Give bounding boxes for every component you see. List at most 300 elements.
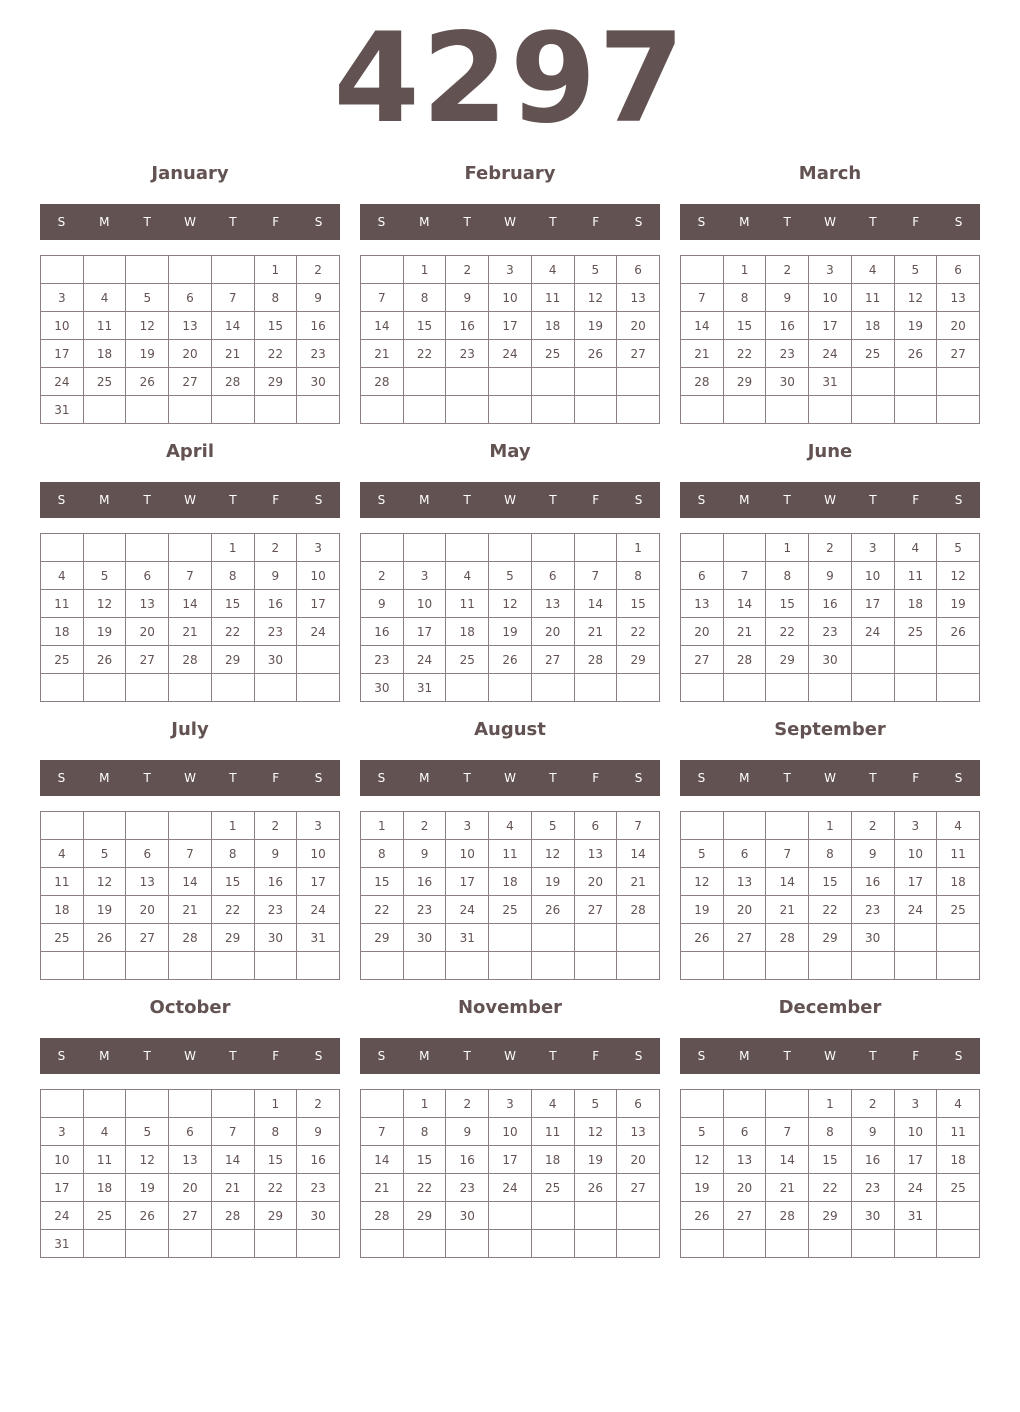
day-cell: 22 [254, 340, 297, 368]
empty-day-cell [723, 1090, 766, 1118]
day-cell: 3 [851, 534, 894, 562]
day-cell: 20 [617, 1146, 660, 1174]
day-cell: 17 [446, 868, 489, 896]
empty-day-cell [937, 674, 980, 702]
empty-day-cell [403, 396, 446, 424]
day-cell: 25 [531, 1174, 574, 1202]
weekday-header: W [184, 1049, 196, 1063]
week-row [361, 534, 660, 562]
day-cell: 30 [851, 924, 894, 952]
day-cell: 30 [297, 368, 340, 396]
day-cell: 17 [489, 312, 532, 340]
week-row [681, 646, 980, 674]
weekday-header: S [377, 771, 386, 785]
day-cell: 27 [126, 646, 169, 674]
weekday-header: T [143, 771, 151, 785]
day-cell: 11 [937, 840, 980, 868]
day-cell: 6 [169, 1118, 212, 1146]
day-cell: 21 [766, 1174, 809, 1202]
day-cell: 5 [574, 256, 617, 284]
day-cell: 15 [403, 1146, 446, 1174]
day-cell: 22 [403, 1174, 446, 1202]
day-cell: 10 [894, 1118, 937, 1146]
day-cell: 24 [297, 618, 340, 646]
week-row [361, 674, 660, 702]
weekday-header: W [504, 493, 516, 507]
day-cell: 15 [254, 1146, 297, 1174]
empty-day-cell [41, 952, 84, 980]
day-cell: 1 [403, 256, 446, 284]
day-cell: 18 [937, 868, 980, 896]
day-cell: 14 [574, 590, 617, 618]
empty-day-cell [254, 674, 297, 702]
day-cell: 2 [446, 256, 489, 284]
month-title: December [778, 997, 882, 1018]
day-cell: 28 [766, 1202, 809, 1230]
day-cell: 3 [403, 562, 446, 590]
empty-day-cell [83, 812, 126, 840]
day-cell: 9 [446, 1118, 489, 1146]
week-row [361, 618, 660, 646]
empty-day-cell [446, 368, 489, 396]
day-cell: 30 [254, 924, 297, 952]
week-row [361, 868, 660, 896]
empty-day-cell [766, 674, 809, 702]
day-cell: 15 [211, 868, 254, 896]
day-cell: 14 [361, 1146, 404, 1174]
empty-day-cell [574, 396, 617, 424]
week-row [361, 952, 660, 980]
weekday-header: F [912, 493, 920, 507]
day-cell: 11 [531, 1118, 574, 1146]
day-cell: 2 [361, 562, 404, 590]
weekday-header: S [954, 215, 963, 229]
weekday-header-row [360, 1038, 660, 1074]
weekday-header: S [377, 1049, 386, 1063]
day-cell: 22 [766, 618, 809, 646]
month-title: May [489, 441, 531, 462]
day-cell: 10 [403, 590, 446, 618]
weekday-header: M [739, 1049, 750, 1063]
empty-day-cell [169, 256, 212, 284]
weekday-header: S [697, 215, 706, 229]
day-cell: 30 [297, 1202, 340, 1230]
day-cell: 24 [403, 646, 446, 674]
day-cell: 1 [617, 534, 660, 562]
week-row [41, 1230, 340, 1258]
empty-day-cell [617, 396, 660, 424]
day-cell: 4 [446, 562, 489, 590]
empty-day-cell [211, 1230, 254, 1258]
day-cell: 12 [126, 312, 169, 340]
month-title: October [149, 997, 231, 1018]
day-grid [680, 533, 980, 702]
week-row [41, 1202, 340, 1230]
week-row [361, 1146, 660, 1174]
day-cell: 25 [83, 1202, 126, 1230]
day-cell: 31 [894, 1202, 937, 1230]
empty-day-cell [617, 924, 660, 952]
weekday-header: S [57, 1049, 66, 1063]
day-cell: 17 [403, 618, 446, 646]
week-row [681, 534, 980, 562]
day-cell: 23 [809, 618, 852, 646]
week-row [41, 868, 340, 896]
day-cell: 29 [211, 646, 254, 674]
day-cell: 14 [169, 590, 212, 618]
day-cell: 6 [169, 284, 212, 312]
day-grid [40, 533, 340, 702]
day-cell: 3 [446, 812, 489, 840]
empty-day-cell [211, 396, 254, 424]
day-cell: 4 [489, 812, 532, 840]
weekday-header: W [824, 493, 836, 507]
empty-day-cell [681, 1090, 724, 1118]
day-cell: 9 [403, 840, 446, 868]
day-cell: 7 [211, 1118, 254, 1146]
day-cell: 6 [937, 256, 980, 284]
day-cell: 21 [211, 1174, 254, 1202]
week-row [41, 674, 340, 702]
week-row [681, 868, 980, 896]
week-row [681, 618, 980, 646]
weekday-header: M [99, 493, 110, 507]
day-cell: 6 [126, 562, 169, 590]
day-cell: 12 [681, 1146, 724, 1174]
empty-day-cell [83, 256, 126, 284]
day-cell: 16 [766, 312, 809, 340]
day-cell: 8 [211, 840, 254, 868]
week-row [41, 590, 340, 618]
empty-day-cell [531, 368, 574, 396]
empty-day-cell [809, 396, 852, 424]
day-cell: 5 [126, 1118, 169, 1146]
weekday-header: M [739, 215, 750, 229]
day-cell: 9 [809, 562, 852, 590]
day-cell: 18 [531, 1146, 574, 1174]
day-cell: 12 [83, 590, 126, 618]
empty-day-cell [723, 396, 766, 424]
day-cell: 9 [851, 1118, 894, 1146]
day-cell: 5 [894, 256, 937, 284]
day-cell: 22 [211, 896, 254, 924]
day-grid [40, 255, 340, 424]
day-cell: 7 [211, 284, 254, 312]
day-grid [360, 811, 660, 980]
week-row [41, 896, 340, 924]
day-cell: 11 [937, 1118, 980, 1146]
day-cell: 8 [617, 562, 660, 590]
weekday-header: T [869, 771, 877, 785]
weekday-header: S [314, 215, 323, 229]
day-cell: 11 [41, 590, 84, 618]
weekday-header-row [680, 760, 980, 796]
empty-day-cell [169, 952, 212, 980]
weekday-header: T [783, 493, 791, 507]
day-cell: 19 [83, 618, 126, 646]
weekday-header: S [697, 771, 706, 785]
week-row [41, 1146, 340, 1174]
day-cell: 6 [126, 840, 169, 868]
day-cell: 28 [211, 1202, 254, 1230]
day-cell: 27 [617, 340, 660, 368]
day-cell: 14 [766, 868, 809, 896]
day-cell: 17 [41, 1174, 84, 1202]
day-cell: 27 [531, 646, 574, 674]
day-cell: 26 [937, 618, 980, 646]
day-cell: 30 [809, 646, 852, 674]
day-cell: 22 [723, 340, 766, 368]
weekday-header: S [697, 493, 706, 507]
day-cell: 13 [169, 312, 212, 340]
day-cell: 5 [83, 562, 126, 590]
day-cell: 23 [446, 340, 489, 368]
empty-day-cell [361, 256, 404, 284]
day-cell: 4 [851, 256, 894, 284]
day-cell: 24 [297, 896, 340, 924]
week-row [41, 1118, 340, 1146]
day-cell: 19 [126, 1174, 169, 1202]
day-cell: 10 [446, 840, 489, 868]
week-row [41, 396, 340, 424]
empty-day-cell [83, 674, 126, 702]
day-cell: 5 [531, 812, 574, 840]
day-cell: 17 [41, 340, 84, 368]
day-cell: 2 [297, 1090, 340, 1118]
day-cell: 28 [617, 896, 660, 924]
weekday-header-row [360, 760, 660, 796]
empty-day-cell [766, 952, 809, 980]
empty-day-cell [489, 396, 532, 424]
month-title: April [165, 441, 215, 462]
week-row [41, 534, 340, 562]
day-cell: 28 [723, 646, 766, 674]
empty-day-cell [489, 534, 532, 562]
day-cell: 8 [254, 1118, 297, 1146]
empty-day-cell [531, 534, 574, 562]
day-cell: 18 [894, 590, 937, 618]
empty-day-cell [617, 368, 660, 396]
day-cell: 20 [574, 868, 617, 896]
day-cell: 26 [681, 924, 724, 952]
day-cell: 21 [169, 896, 212, 924]
week-row [41, 924, 340, 952]
weekday-header: S [377, 215, 386, 229]
weekday-header-row [360, 204, 660, 240]
day-cell: 10 [809, 284, 852, 312]
day-cell: 19 [126, 340, 169, 368]
day-cell: 25 [41, 924, 84, 952]
day-cell: 11 [41, 868, 84, 896]
day-cell: 6 [574, 812, 617, 840]
day-cell: 8 [403, 284, 446, 312]
weekday-header: S [954, 493, 963, 507]
weekday-header-row [40, 482, 340, 518]
day-cell: 12 [681, 868, 724, 896]
empty-day-cell [297, 646, 340, 674]
empty-day-cell [361, 534, 404, 562]
day-cell: 18 [937, 1146, 980, 1174]
day-cell: 21 [211, 340, 254, 368]
week-row [361, 924, 660, 952]
week-row [361, 1090, 660, 1118]
day-cell: 27 [126, 924, 169, 952]
day-cell: 21 [361, 340, 404, 368]
day-cell: 12 [489, 590, 532, 618]
week-row [681, 1174, 980, 1202]
day-cell: 24 [894, 896, 937, 924]
day-cell: 28 [766, 924, 809, 952]
day-cell: 8 [766, 562, 809, 590]
day-cell: 11 [83, 1146, 126, 1174]
day-cell: 28 [169, 646, 212, 674]
empty-day-cell [41, 256, 84, 284]
day-cell: 20 [126, 896, 169, 924]
day-cell: 22 [254, 1174, 297, 1202]
day-cell: 7 [766, 1118, 809, 1146]
empty-day-cell [126, 534, 169, 562]
weekday-header: W [184, 771, 196, 785]
weekday-header: M [739, 493, 750, 507]
day-cell: 8 [809, 1118, 852, 1146]
week-row [361, 896, 660, 924]
empty-day-cell [489, 368, 532, 396]
weekday-header: S [377, 493, 386, 507]
day-cell: 29 [361, 924, 404, 952]
weekday-header: T [549, 493, 557, 507]
day-cell: 19 [531, 868, 574, 896]
empty-day-cell [169, 1090, 212, 1118]
day-cell: 10 [41, 312, 84, 340]
day-cell: 22 [809, 896, 852, 924]
day-cell: 5 [126, 284, 169, 312]
weekday-header: S [634, 771, 643, 785]
day-cell: 25 [937, 1174, 980, 1202]
empty-day-cell [723, 1230, 766, 1258]
empty-day-cell [211, 256, 254, 284]
empty-day-cell [723, 674, 766, 702]
empty-day-cell [937, 1230, 980, 1258]
week-row [681, 1118, 980, 1146]
day-cell: 13 [531, 590, 574, 618]
day-cell: 19 [489, 618, 532, 646]
empty-day-cell [937, 396, 980, 424]
day-cell: 11 [489, 840, 532, 868]
day-cell: 14 [211, 1146, 254, 1174]
day-cell: 29 [723, 368, 766, 396]
day-cell: 19 [574, 1146, 617, 1174]
weekday-header: F [912, 215, 920, 229]
day-cell: 28 [574, 646, 617, 674]
day-cell: 13 [723, 868, 766, 896]
week-row [681, 1090, 980, 1118]
day-cell: 30 [446, 1202, 489, 1230]
day-cell: 18 [531, 312, 574, 340]
month-title: March [798, 163, 862, 184]
day-cell: 30 [403, 924, 446, 952]
day-cell: 9 [254, 840, 297, 868]
day-cell: 20 [617, 312, 660, 340]
day-cell: 11 [531, 284, 574, 312]
day-cell: 11 [83, 312, 126, 340]
empty-day-cell [361, 952, 404, 980]
day-cell: 2 [403, 812, 446, 840]
empty-day-cell [41, 1090, 84, 1118]
empty-day-cell [937, 368, 980, 396]
weekday-header: M [419, 771, 430, 785]
year-title: 4297 [333, 7, 687, 151]
weekday-header: T [869, 493, 877, 507]
weekday-header: M [419, 215, 430, 229]
day-cell: 16 [297, 312, 340, 340]
day-cell: 27 [937, 340, 980, 368]
weekday-header: M [419, 493, 430, 507]
day-cell: 7 [169, 840, 212, 868]
day-cell: 16 [254, 590, 297, 618]
empty-day-cell [574, 924, 617, 952]
empty-day-cell [617, 674, 660, 702]
week-row [41, 312, 340, 340]
day-grid [360, 255, 660, 424]
day-cell: 13 [937, 284, 980, 312]
day-cell: 13 [723, 1146, 766, 1174]
day-cell: 11 [446, 590, 489, 618]
weekday-header: S [697, 1049, 706, 1063]
day-cell: 18 [41, 618, 84, 646]
day-cell: 5 [83, 840, 126, 868]
empty-day-cell [681, 534, 724, 562]
weekday-header: F [592, 493, 600, 507]
day-cell: 20 [126, 618, 169, 646]
week-row [681, 952, 980, 980]
weekday-header: S [314, 493, 323, 507]
empty-day-cell [126, 674, 169, 702]
weekday-header: M [99, 215, 110, 229]
day-cell: 8 [211, 562, 254, 590]
weekday-header: T [229, 215, 237, 229]
day-cell: 26 [894, 340, 937, 368]
day-cell: 6 [617, 256, 660, 284]
day-cell: 14 [681, 312, 724, 340]
weekday-header: T [143, 215, 151, 229]
day-cell: 25 [83, 368, 126, 396]
weekday-header-row [680, 482, 980, 518]
week-row [41, 562, 340, 590]
week-row [681, 284, 980, 312]
day-cell: 9 [766, 284, 809, 312]
weekday-header: S [57, 215, 66, 229]
week-row [361, 312, 660, 340]
empty-day-cell [617, 1230, 660, 1258]
week-row [361, 340, 660, 368]
weekday-header: F [912, 1049, 920, 1063]
day-cell: 6 [723, 840, 766, 868]
weekday-header: T [229, 493, 237, 507]
weekday-header-row [360, 482, 660, 518]
empty-day-cell [254, 1230, 297, 1258]
day-cell: 24 [894, 1174, 937, 1202]
day-cell: 10 [894, 840, 937, 868]
day-cell: 20 [169, 1174, 212, 1202]
empty-day-cell [446, 396, 489, 424]
day-grid [680, 1089, 980, 1258]
empty-day-cell [574, 674, 617, 702]
day-cell: 12 [83, 868, 126, 896]
empty-day-cell [937, 924, 980, 952]
week-row [41, 646, 340, 674]
day-cell: 26 [681, 1202, 724, 1230]
day-cell: 4 [937, 812, 980, 840]
